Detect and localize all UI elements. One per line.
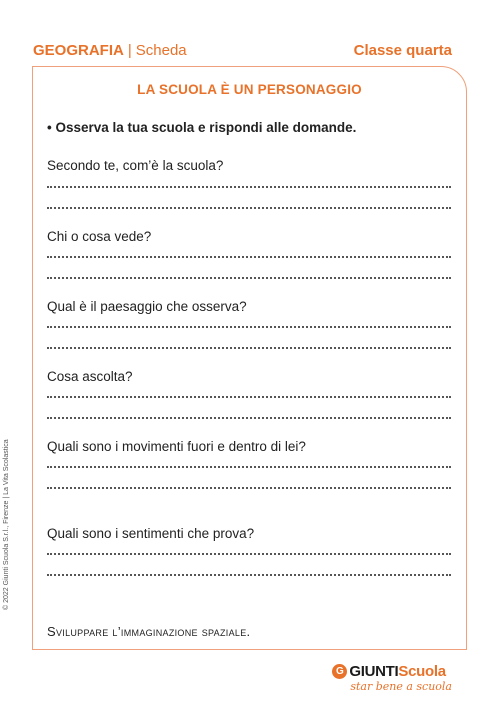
logo-tagline: star bene a scuola [350, 680, 452, 693]
header-separator: | [127, 42, 132, 59]
answer-line[interactable] [47, 207, 451, 209]
worksheet-instruction: • Osserva la tua scuola e rispondi alle domande. [47, 120, 357, 135]
answer-line[interactable] [47, 396, 451, 398]
worksheet-title: LA SCUOLA È UN PERSONAGGIO [137, 82, 362, 97]
answer-line[interactable] [47, 466, 451, 468]
question-2: Chi o cosa vede? [47, 229, 152, 244]
answer-line[interactable] [47, 277, 451, 279]
answer-line[interactable] [47, 347, 451, 349]
learning-objective: Sviluppare l’immaginazione spaziale. [47, 624, 251, 639]
answer-line[interactable] [47, 417, 451, 419]
question-1: Secondo te, com’è la scuola? [47, 158, 224, 173]
sheet-type-label: Scheda [135, 42, 187, 59]
logo-mark-icon: G [332, 664, 347, 679]
answer-line[interactable] [47, 256, 451, 258]
answer-line[interactable] [47, 186, 451, 188]
answer-line[interactable] [47, 574, 451, 576]
logo-brand: GIUNTI [349, 663, 399, 680]
question-3: Qual è il paesaggio che osserva? [47, 299, 247, 314]
header-subject [33, 42, 187, 59]
subject-label: GEOGRAFIA [33, 42, 124, 59]
question-5: Quali sono i movimenti fuori e dentro di lei? [47, 439, 306, 454]
answer-line[interactable] [47, 326, 451, 328]
logo-brand-suffix: Scuola [398, 663, 446, 680]
publisher-logo [332, 663, 452, 693]
question-4: Cosa ascolta? [47, 369, 133, 384]
answer-line[interactable] [47, 553, 451, 555]
copyright-notice: © 2022 Giunti Scuola S.r.l., Firenze | La Vita Scolastica [3, 439, 10, 610]
grade-label: Classe quarta [353, 42, 452, 59]
answer-line[interactable] [47, 487, 451, 489]
question-6: Quali sono i sentimenti che prova? [47, 526, 255, 541]
worksheet-frame [32, 66, 467, 650]
